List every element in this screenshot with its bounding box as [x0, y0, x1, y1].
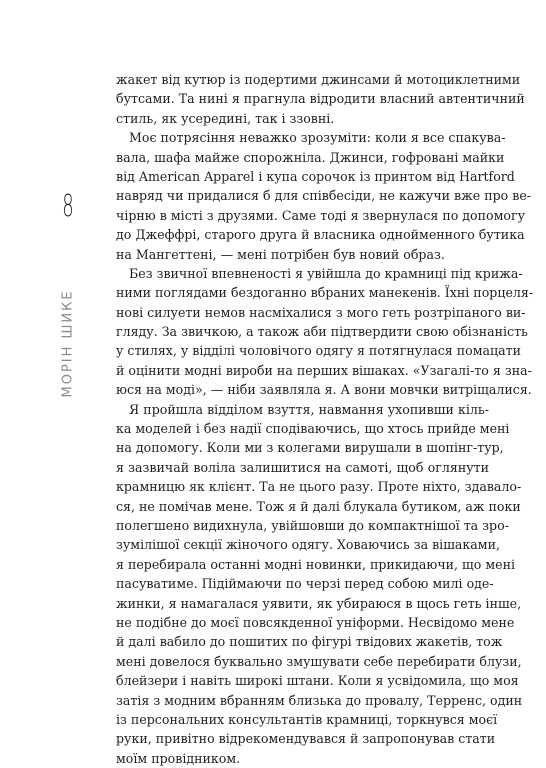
- text-line: моїм провідником.: [116, 750, 241, 766]
- text-line: полегшено видихнула, увійшовши до компактнішої та зро-: [116, 517, 509, 533]
- page-number: 8: [62, 189, 74, 224]
- text-line: юся на моді», — ніби заявляла я. А вони мовчки витріщалися.: [116, 382, 532, 398]
- text-line: ка моделей і без надії сподіваючись, що хтось прийде мені: [116, 421, 510, 437]
- text-line: ся, не помічав мене. Тож я й далі блукала бутиком, аж поки: [116, 498, 521, 514]
- text-line: від American Apparel і купа сорочок із принтом від Hartford: [116, 168, 515, 184]
- text-line: мені довелося буквально змушувати себе перебирати блузи,: [116, 653, 522, 669]
- text-line: й оцінити модні вироби на перших вішаках. «Узагалі-то я зна-: [116, 362, 532, 378]
- text-line: я перебирала останні модні новинки, прикидаючи, що мені: [116, 556, 516, 572]
- text-line: руки, привітно відрекомендувався й запропонував стати: [116, 731, 496, 747]
- text-line: жакет від кутюр із подертими джинсами й мотоциклетними: [116, 72, 521, 87]
- text-line: навряд чи придалися б для співбесіди, не кажучи вже про ве-: [116, 188, 532, 204]
- text-line: вала, шафа майже спорожніла. Джинси, гофровані майки: [116, 149, 505, 165]
- text-line: Я пройшла відділом взуття, навмання ухопивши кіль-: [129, 401, 489, 417]
- text-line: Без звичної впевненості я увійшла до крамниці під крижа-: [129, 265, 523, 281]
- text-line: на Мангеттені, — мені потрібен був новий образ.: [116, 246, 445, 262]
- text-line: я зазвичай воліла залишитися на самоті, щоб оглянути: [116, 459, 489, 475]
- text-line: із персональних консультантів крамниці, торкнувся моєї: [116, 711, 498, 727]
- text-line: чірню в місті з друзями. Саме тоді я звернулася по допомогу: [116, 207, 525, 223]
- body-text: [116, 70, 534, 768]
- text-line: бутсами. Та нині я прагнула відродити власний автентичний: [116, 91, 525, 107]
- text-line: зумілішої секції жіночого одягу. Ховаючись за вішаками,: [116, 537, 500, 553]
- running-head-text: МОРІН ШИКЕ: [60, 289, 76, 398]
- text-line: крамницю як клієнт. Та не цього разу. Проте ніхто, здавало-: [116, 479, 522, 495]
- text-line: стиль, як усередині, так і ззовні.: [116, 110, 335, 126]
- text-line: у стилях, у відділі чоловічого одягу я потягнулася помацати: [116, 343, 521, 359]
- text-line: не подібне до моєї повсякденної уніформи. Несвідомо мене: [116, 614, 515, 630]
- text-line: нові силуети немов насміхалися з мого геть розтріпаного ви-: [116, 304, 526, 320]
- text-line: на допомогу. Коли ми з колегами вирушали в шопінг-тур,: [116, 440, 504, 456]
- text-line: затія з модним вбранням близька до провалу, Терренс, один: [116, 692, 523, 708]
- text-line: жинки, я намагалася уявити, як убираюся в щось геть інше,: [116, 595, 522, 611]
- text-line: й далі вабило до пошитих по фігурі твідових жакетів, тож: [116, 634, 503, 650]
- text-line: пасуватиме. Підіймаючи по черзі перед собою милі оде-: [116, 576, 494, 592]
- text-line: гляду. За звичкою, а також аби підтвердити свою обізнаність: [116, 324, 528, 340]
- text-line: ними поглядами бездоганно вбраних манекенів. Їхні порцеля-: [116, 285, 534, 301]
- text-line: до Джеффрі, старого друга й власника однойменного бутика: [116, 227, 525, 243]
- text-line: Моє потрясіння неважко зрозуміти: коли я все спакува-: [129, 130, 506, 146]
- text-line: блейзери і навіть широкі штани. Коли я усвідомила, що моя: [116, 673, 519, 689]
